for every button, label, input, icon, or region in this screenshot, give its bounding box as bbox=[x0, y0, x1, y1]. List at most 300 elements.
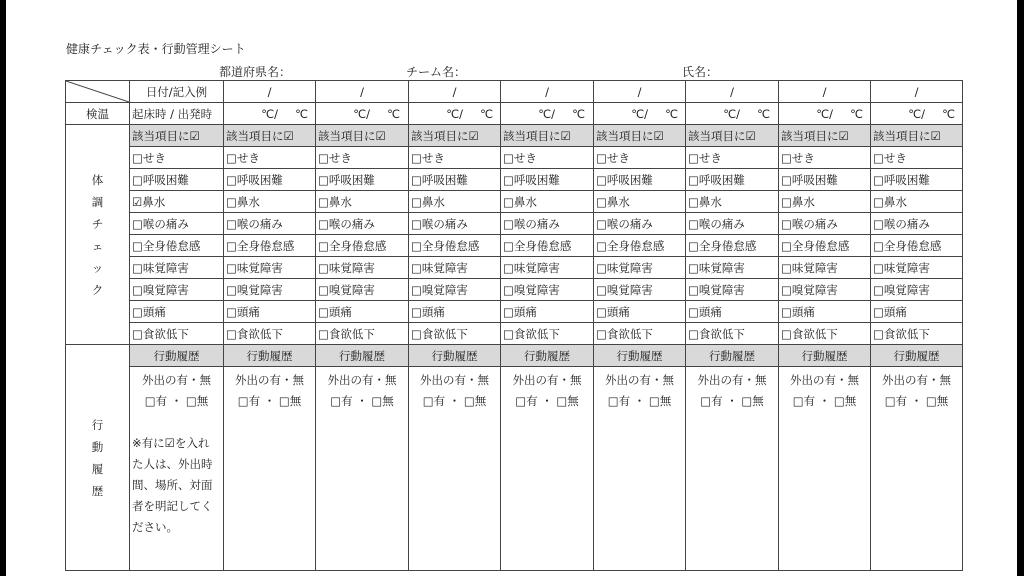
outing-options[interactable]: □有 ・ □無 bbox=[792, 394, 857, 408]
symptom-checkbox-cell[interactable] bbox=[686, 279, 779, 301]
symptom-row bbox=[66, 323, 963, 345]
symptom-checkbox-cell[interactable] bbox=[409, 147, 501, 169]
action-history-cell[interactable] bbox=[594, 367, 686, 571]
date-slash: / bbox=[822, 84, 827, 99]
symptom-checkbox-label: □全身倦怠感 bbox=[226, 238, 295, 253]
symptom-row bbox=[66, 147, 963, 169]
outing-label: 外出の有・無 bbox=[235, 373, 304, 387]
health-header-text: 該当項目に☑ bbox=[688, 128, 756, 143]
outing-options[interactable]: □有 ・ □無 bbox=[144, 394, 209, 408]
action-header-text: 行動履歴 bbox=[524, 348, 570, 363]
symptom-checkbox-label: □嗅覚障害 bbox=[318, 282, 375, 297]
team-field-label: チーム名： bbox=[406, 65, 467, 79]
health-header-text: 該当項目に☑ bbox=[411, 128, 479, 143]
action-history-label-char: 行 bbox=[91, 417, 104, 432]
action-header-text: 行動履歴 bbox=[339, 348, 385, 363]
temp-morning-unit: ℃/ bbox=[631, 106, 648, 121]
action-history-cell[interactable] bbox=[316, 367, 409, 571]
health-header-cell bbox=[130, 125, 224, 147]
action-header-text: 行動履歴 bbox=[801, 348, 848, 363]
date-slash: / bbox=[730, 84, 734, 99]
symptom-checkbox-cell[interactable] bbox=[316, 213, 409, 235]
symptom-checkbox-label: □鼻水 bbox=[411, 194, 445, 209]
symptom-checkbox-label: □頭痛 bbox=[132, 304, 166, 319]
symptom-checkbox-cell[interactable] bbox=[409, 213, 501, 235]
symptom-checkbox-label: □喉の痛み bbox=[132, 216, 189, 231]
symptom-checkbox-label: □喉の痛み bbox=[596, 216, 653, 231]
symptom-row bbox=[66, 257, 963, 279]
symptom-checkbox-cell[interactable] bbox=[501, 169, 594, 191]
symptom-checkbox-cell[interactable] bbox=[316, 323, 409, 345]
symptom-checkbox-cell bbox=[130, 169, 224, 191]
action-header-cell bbox=[316, 345, 409, 367]
health-check-label-char: ク bbox=[91, 282, 104, 297]
health-check-label-cell bbox=[66, 125, 130, 345]
action-header-cell bbox=[409, 345, 501, 367]
symptom-checkbox-cell[interactable] bbox=[501, 191, 594, 213]
symptom-checkbox-label: □食欲低下 bbox=[503, 326, 560, 341]
symptom-checkbox-label: □鼻水 bbox=[318, 194, 352, 209]
symptom-checkbox-label: □喉の痛み bbox=[688, 216, 745, 231]
symptom-checkbox-label: □味覚障害 bbox=[503, 260, 560, 275]
health-header-cell bbox=[224, 125, 316, 147]
health-header-cell bbox=[594, 125, 686, 147]
health-check-label-char: 調 bbox=[91, 194, 104, 209]
outing-label: 外出の有・無 bbox=[142, 373, 211, 387]
date-input-cell[interactable] bbox=[501, 81, 594, 103]
health-header-cell bbox=[871, 125, 963, 147]
symptom-checkbox-cell[interactable] bbox=[409, 191, 501, 213]
health-header-text: 該当項目に☑ bbox=[503, 128, 571, 143]
health-header-text: 該当項目に☑ bbox=[596, 128, 664, 143]
action-header-cell bbox=[130, 345, 224, 367]
date-input-cell[interactable] bbox=[594, 81, 686, 103]
symptom-checkbox-cell[interactable] bbox=[594, 235, 686, 257]
symptom-checkbox-cell[interactable] bbox=[316, 147, 409, 169]
symptom-checkbox-cell[interactable] bbox=[224, 323, 316, 345]
date-slash: / bbox=[914, 84, 919, 99]
symptom-checkbox-cell[interactable] bbox=[316, 235, 409, 257]
symptom-checkbox-label: □全身倦怠感 bbox=[688, 238, 757, 253]
outing-options[interactable]: □有 ・ □無 bbox=[237, 394, 302, 408]
action-history-label-char: 動 bbox=[91, 439, 104, 454]
symptom-checkbox-cell[interactable] bbox=[871, 257, 963, 279]
symptom-checkbox-label: □嗅覚障害 bbox=[596, 282, 653, 297]
action-history-cell[interactable] bbox=[501, 367, 594, 571]
symptom-checkbox-cell[interactable] bbox=[779, 279, 871, 301]
symptom-row bbox=[66, 235, 963, 257]
temperature-sub-cell bbox=[130, 103, 224, 125]
temp-departure-unit: ℃ bbox=[942, 106, 955, 121]
symptom-checkbox-cell[interactable] bbox=[871, 279, 963, 301]
symptom-checkbox-label: □味覚障害 bbox=[873, 260, 930, 275]
temp-morning-unit: ℃/ bbox=[816, 106, 833, 121]
health-header-text: 該当項目に☑ bbox=[132, 128, 200, 143]
date-row bbox=[66, 81, 963, 103]
symptom-checkbox-cell bbox=[130, 191, 224, 213]
symptom-checkbox-cell[interactable] bbox=[501, 279, 594, 301]
symptom-checkbox-cell[interactable] bbox=[501, 301, 594, 323]
action-history-cell[interactable] bbox=[779, 367, 871, 571]
document-page bbox=[6, 0, 1017, 576]
date-example-cell bbox=[130, 81, 224, 103]
symptom-checkbox-label: □せき bbox=[411, 150, 445, 165]
symptom-checkbox-label: □全身倦怠感 bbox=[596, 238, 665, 253]
temp-morning-unit: ℃/ bbox=[723, 106, 740, 121]
symptom-checkbox-label: □食欲低下 bbox=[226, 326, 283, 341]
symptom-checkbox-cell bbox=[130, 213, 224, 235]
symptom-checkbox-label: □全身倦怠感 bbox=[873, 238, 942, 253]
symptom-checkbox-label: □食欲低下 bbox=[411, 326, 468, 341]
symptom-checkbox-label: ☑鼻水 bbox=[132, 194, 166, 209]
temp-morning-unit: ℃/ bbox=[261, 106, 278, 121]
symptom-checkbox-cell[interactable] bbox=[779, 213, 871, 235]
symptom-checkbox-cell[interactable] bbox=[409, 257, 501, 279]
symptom-checkbox-label: □味覚障害 bbox=[781, 260, 838, 275]
corner-cell bbox=[66, 81, 130, 103]
health-header-cell bbox=[316, 125, 409, 147]
symptom-checkbox-label: □せき bbox=[688, 150, 722, 165]
temp-morning-unit: ℃/ bbox=[353, 106, 370, 121]
symptom-checkbox-cell[interactable] bbox=[871, 323, 963, 345]
symptom-checkbox-label: □頭痛 bbox=[873, 304, 907, 319]
symptom-checkbox-label: □食欲低下 bbox=[318, 326, 375, 341]
date-slash: / bbox=[452, 84, 457, 99]
outing-options[interactable]: □有 ・ □無 bbox=[422, 394, 487, 408]
outing-label: 外出の有・無 bbox=[512, 373, 582, 387]
symptom-checkbox-label: □せき bbox=[596, 150, 630, 165]
temperature-input-cell[interactable] bbox=[594, 103, 686, 125]
action-header-text: 行動履歴 bbox=[616, 348, 663, 363]
action-header-text: 行動履歴 bbox=[893, 348, 940, 363]
symptom-checkbox-cell[interactable] bbox=[594, 301, 686, 323]
symptom-checkbox-cell bbox=[130, 147, 224, 169]
health-check-label-char: ェ bbox=[91, 238, 104, 253]
symptom-checkbox-cell[interactable] bbox=[686, 191, 779, 213]
symptom-checkbox-label: □鼻水 bbox=[688, 194, 722, 209]
health-header-text: 該当項目に☑ bbox=[873, 128, 941, 143]
symptom-checkbox-label: □呼吸困難 bbox=[503, 172, 560, 187]
symptom-checkbox-label: □味覚障害 bbox=[226, 260, 283, 275]
symptom-checkbox-cell[interactable] bbox=[594, 257, 686, 279]
action-header-text: 行動履歴 bbox=[246, 348, 293, 363]
symptom-checkbox-cell[interactable] bbox=[224, 235, 316, 257]
action-history-label-char: 履 bbox=[91, 461, 104, 476]
symptom-checkbox-cell[interactable] bbox=[316, 169, 409, 191]
symptom-checkbox-label: □嗅覚障害 bbox=[226, 282, 283, 297]
symptom-checkbox-cell[interactable] bbox=[871, 191, 963, 213]
action-header-cell bbox=[871, 345, 963, 367]
action-header-cell bbox=[224, 345, 316, 367]
temperature-input-cell[interactable] bbox=[501, 103, 594, 125]
health-header-row bbox=[66, 125, 963, 147]
symptom-checkbox-cell[interactable] bbox=[224, 213, 316, 235]
symptom-checkbox-label: □全身倦怠感 bbox=[503, 238, 572, 253]
outing-options[interactable]: □有 ・ □無 bbox=[607, 394, 672, 408]
action-header-text: 行動履歴 bbox=[153, 348, 200, 363]
symptom-checkbox-label: □味覚障害 bbox=[132, 260, 189, 275]
symptom-checkbox-label: □喉の痛み bbox=[503, 216, 560, 231]
temp-departure-unit: ℃ bbox=[665, 106, 678, 121]
symptom-checkbox-cell[interactable] bbox=[316, 301, 409, 323]
symptom-checkbox-cell[interactable] bbox=[779, 323, 871, 345]
symptom-checkbox-cell[interactable] bbox=[686, 213, 779, 235]
symptom-checkbox-label: □鼻水 bbox=[596, 194, 630, 209]
temperature-input-cell[interactable] bbox=[686, 103, 779, 125]
temp-departure-unit: ℃ bbox=[572, 106, 585, 121]
symptom-checkbox-label: □全身倦怠感 bbox=[781, 238, 850, 253]
symptom-checkbox-cell[interactable] bbox=[779, 301, 871, 323]
symptom-checkbox-label: □食欲低下 bbox=[596, 326, 653, 341]
symptom-checkbox-cell[interactable] bbox=[779, 169, 871, 191]
symptom-checkbox-label: □呼吸困難 bbox=[781, 172, 838, 187]
symptom-checkbox-label: □喉の痛み bbox=[781, 216, 838, 231]
symptom-checkbox-cell[interactable] bbox=[686, 301, 779, 323]
symptom-checkbox-cell[interactable] bbox=[224, 279, 316, 301]
symptom-checkbox-cell[interactable] bbox=[501, 323, 594, 345]
symptom-checkbox-cell[interactable] bbox=[316, 257, 409, 279]
symptom-checkbox-cell[interactable] bbox=[224, 191, 316, 213]
symptom-checkbox-cell[interactable] bbox=[779, 191, 871, 213]
symptom-checkbox-cell[interactable] bbox=[686, 257, 779, 279]
temp-departure-unit: ℃ bbox=[850, 106, 863, 121]
symptom-checkbox-label: □嗅覚障害 bbox=[873, 282, 930, 297]
temp-departure-unit: ℃ bbox=[295, 106, 308, 121]
health-header-cell bbox=[501, 125, 594, 147]
symptom-checkbox-label: □頭痛 bbox=[781, 304, 815, 319]
symptom-checkbox-label: □味覚障害 bbox=[688, 260, 745, 275]
outing-options[interactable]: □有 ・ □無 bbox=[700, 394, 764, 408]
temp-morning-unit: ℃/ bbox=[538, 106, 555, 121]
action-history-cell[interactable] bbox=[409, 367, 501, 571]
temperature-sublabel: 起床時 / 出発時 bbox=[132, 106, 213, 121]
health-check-table bbox=[65, 80, 963, 571]
symptom-checkbox-cell[interactable] bbox=[871, 301, 963, 323]
symptom-checkbox-label: □味覚障害 bbox=[318, 260, 375, 275]
symptom-checkbox-cell[interactable] bbox=[409, 301, 501, 323]
action-header-row bbox=[66, 345, 963, 367]
symptom-checkbox-label: □呼吸困難 bbox=[688, 172, 745, 187]
outing-label: 外出の有・無 bbox=[790, 373, 859, 387]
symptom-checkbox-label: □せき bbox=[873, 150, 907, 165]
symptom-checkbox-label: □喉の痛み bbox=[873, 216, 930, 231]
symptom-checkbox-label: □呼吸困難 bbox=[411, 172, 468, 187]
symptom-row bbox=[66, 301, 963, 323]
outing-label: 外出の有・無 bbox=[420, 373, 489, 387]
symptom-checkbox-label: □頭痛 bbox=[411, 304, 445, 319]
date-slash: / bbox=[267, 84, 272, 99]
health-header-text: 該当項目に☑ bbox=[318, 128, 386, 143]
symptom-checkbox-label: □頭痛 bbox=[226, 304, 260, 319]
health-check-label-char: ッ bbox=[91, 260, 104, 275]
symptom-checkbox-label: □喉の痛み bbox=[411, 216, 468, 231]
symptom-checkbox-cell[interactable] bbox=[501, 235, 594, 257]
symptom-checkbox-label: □食欲低下 bbox=[132, 326, 189, 341]
date-slash: / bbox=[545, 84, 549, 99]
symptom-checkbox-label: □呼吸困難 bbox=[132, 172, 189, 187]
symptom-checkbox-label: □嗅覚障害 bbox=[503, 282, 560, 297]
symptom-checkbox-label: □頭痛 bbox=[503, 304, 537, 319]
temperature-input-cell[interactable] bbox=[316, 103, 409, 125]
symptom-checkbox-label: □せき bbox=[503, 150, 537, 165]
symptom-checkbox-label: □食欲低下 bbox=[873, 326, 930, 341]
health-check-label-char: チ bbox=[91, 216, 104, 231]
symptom-checkbox-cell[interactable] bbox=[594, 147, 686, 169]
date-input-cell[interactable] bbox=[409, 81, 501, 103]
outing-label: 外出の有・無 bbox=[327, 373, 397, 387]
symptom-checkbox-cell[interactable] bbox=[409, 279, 501, 301]
date-slash: / bbox=[637, 84, 642, 99]
symptom-checkbox-cell[interactable] bbox=[594, 323, 686, 345]
symptom-checkbox-label: □頭痛 bbox=[688, 304, 722, 319]
outing-note: ※有に☑を入れた人は、外出時間、場所、対面者を明記してください。 bbox=[132, 436, 213, 534]
date-input-cell[interactable] bbox=[871, 81, 963, 103]
action-history-label-char: 歴 bbox=[91, 483, 104, 498]
outing-label: 外出の有・無 bbox=[697, 373, 767, 387]
symptom-checkbox-label: □鼻水 bbox=[503, 194, 537, 209]
symptom-checkbox-label: □嗅覚障害 bbox=[132, 282, 189, 297]
symptom-checkbox-cell[interactable] bbox=[316, 191, 409, 213]
temperature-input-cell[interactable] bbox=[409, 103, 501, 125]
temp-departure-unit: ℃ bbox=[757, 106, 770, 121]
action-header-cell bbox=[501, 345, 594, 367]
symptom-checkbox-cell[interactable] bbox=[501, 147, 594, 169]
symptom-checkbox-label: □鼻水 bbox=[781, 194, 815, 209]
outing-options[interactable]: □有 ・ □無 bbox=[330, 394, 394, 408]
symptom-checkbox-cell[interactable] bbox=[594, 191, 686, 213]
symptom-checkbox-label: □呼吸困難 bbox=[596, 172, 653, 187]
sheet-title: 健康チェック表・行動管理シート bbox=[66, 42, 246, 56]
symptom-checkbox-cell[interactable] bbox=[779, 235, 871, 257]
action-history-cell[interactable] bbox=[871, 367, 963, 571]
symptom-checkbox-cell[interactable] bbox=[594, 279, 686, 301]
symptom-row bbox=[66, 169, 963, 191]
symptom-checkbox-label: □味覚障害 bbox=[596, 260, 653, 275]
symptom-checkbox-cell[interactable] bbox=[871, 147, 963, 169]
symptom-checkbox-label: □呼吸困難 bbox=[873, 172, 930, 187]
temperature-input-cell[interactable] bbox=[871, 103, 963, 125]
symptom-checkbox-cell[interactable] bbox=[871, 235, 963, 257]
action-header-text: 行動履歴 bbox=[709, 348, 755, 363]
symptom-checkbox-cell[interactable] bbox=[224, 147, 316, 169]
symptom-checkbox-label: □嗅覚障害 bbox=[688, 282, 745, 297]
date-slash: / bbox=[360, 84, 364, 99]
symptom-checkbox-cell[interactable] bbox=[409, 235, 501, 257]
temp-departure-unit: ℃ bbox=[480, 106, 493, 121]
symptom-checkbox-cell bbox=[130, 257, 224, 279]
symptom-checkbox-cell[interactable] bbox=[409, 323, 501, 345]
temperature-row bbox=[66, 103, 963, 125]
symptom-checkbox-label: □食欲低下 bbox=[781, 326, 838, 341]
symptom-checkbox-cell[interactable] bbox=[779, 147, 871, 169]
health-header-cell bbox=[779, 125, 871, 147]
action-header-cell bbox=[594, 345, 686, 367]
outing-options[interactable]: □有 ・ □無 bbox=[515, 394, 579, 408]
symptom-checkbox-cell bbox=[130, 235, 224, 257]
temp-departure-unit: ℃ bbox=[387, 106, 400, 121]
symptom-row bbox=[66, 191, 963, 213]
symptom-checkbox-label: □せき bbox=[781, 150, 815, 165]
temperature-label-cell bbox=[66, 103, 130, 125]
symptom-checkbox-cell[interactable] bbox=[686, 323, 779, 345]
outing-options[interactable]: □有 ・ □無 bbox=[884, 394, 949, 408]
date-input-cell[interactable] bbox=[224, 81, 316, 103]
symptom-checkbox-cell bbox=[130, 323, 224, 345]
symptom-checkbox-label: □全身倦怠感 bbox=[411, 238, 480, 253]
symptom-checkbox-label: □せき bbox=[132, 150, 166, 165]
action-header-cell bbox=[686, 345, 779, 367]
symptom-row bbox=[66, 213, 963, 235]
action-header-cell bbox=[779, 345, 871, 367]
symptom-checkbox-label: □喉の痛み bbox=[226, 216, 283, 231]
symptom-checkbox-cell[interactable] bbox=[871, 169, 963, 191]
outing-label: 外出の有・無 bbox=[605, 373, 674, 387]
symptom-checkbox-label: □呼吸困難 bbox=[226, 172, 283, 187]
symptom-checkbox-label: □せき bbox=[318, 150, 352, 165]
action-history-cell[interactable] bbox=[224, 367, 316, 571]
temperature-input-cell[interactable] bbox=[779, 103, 871, 125]
symptom-checkbox-label: □嗅覚障害 bbox=[411, 282, 468, 297]
action-body-row bbox=[66, 367, 963, 571]
symptom-checkbox-cell[interactable] bbox=[871, 213, 963, 235]
symptom-checkbox-cell[interactable] bbox=[594, 213, 686, 235]
symptom-checkbox-cell[interactable] bbox=[409, 169, 501, 191]
symptom-checkbox-label: □全身倦怠感 bbox=[318, 238, 387, 253]
symptom-checkbox-label: □食欲低下 bbox=[688, 326, 745, 341]
health-header-text: 該当項目に☑ bbox=[781, 128, 849, 143]
symptom-checkbox-label: □味覚障害 bbox=[411, 260, 468, 275]
symptom-checkbox-label: □全身倦怠感 bbox=[132, 238, 201, 253]
date-input-cell[interactable] bbox=[686, 81, 779, 103]
symptom-checkbox-label: □喉の痛み bbox=[318, 216, 375, 231]
symptom-checkbox-cell[interactable] bbox=[501, 213, 594, 235]
symptom-checkbox-cell[interactable] bbox=[224, 301, 316, 323]
symptom-checkbox-cell[interactable] bbox=[686, 169, 779, 191]
symptom-checkbox-cell[interactable] bbox=[686, 235, 779, 257]
temperature-label: 検温 bbox=[86, 106, 109, 121]
symptom-checkbox-label: □鼻水 bbox=[226, 194, 260, 209]
action-history-cell[interactable] bbox=[130, 367, 224, 571]
symptom-checkbox-label: □頭痛 bbox=[596, 304, 630, 319]
health-check-label-char: 体 bbox=[91, 172, 104, 187]
symptom-checkbox-cell[interactable] bbox=[686, 147, 779, 169]
name-field-label: 氏名： bbox=[682, 65, 719, 79]
temperature-input-cell[interactable] bbox=[224, 103, 316, 125]
date-input-cell[interactable] bbox=[779, 81, 871, 103]
date-label: 日付/記入例 bbox=[145, 84, 208, 99]
date-input-cell[interactable] bbox=[316, 81, 409, 103]
prefecture-field-label: 都道府県名： bbox=[219, 65, 292, 79]
symptom-checkbox-label: □鼻水 bbox=[873, 194, 907, 209]
health-header-cell bbox=[409, 125, 501, 147]
symptom-checkbox-cell[interactable] bbox=[501, 257, 594, 279]
symptom-checkbox-label: □呼吸困難 bbox=[318, 172, 375, 187]
symptom-checkbox-cell bbox=[130, 279, 224, 301]
action-header-text: 行動履歴 bbox=[431, 348, 478, 363]
symptom-checkbox-label: □頭痛 bbox=[318, 304, 352, 319]
symptom-row bbox=[66, 279, 963, 301]
temp-morning-unit: ℃/ bbox=[446, 106, 463, 121]
symptom-checkbox-cell bbox=[130, 301, 224, 323]
symptom-checkbox-cell[interactable] bbox=[779, 257, 871, 279]
symptom-checkbox-cell[interactable] bbox=[224, 257, 316, 279]
symptom-checkbox-cell[interactable] bbox=[224, 169, 316, 191]
symptom-checkbox-cell[interactable] bbox=[594, 169, 686, 191]
action-history-cell[interactable] bbox=[686, 367, 779, 571]
symptom-checkbox-cell[interactable] bbox=[316, 279, 409, 301]
symptom-checkbox-label: □せき bbox=[226, 150, 260, 165]
outing-label: 外出の有・無 bbox=[882, 373, 951, 387]
